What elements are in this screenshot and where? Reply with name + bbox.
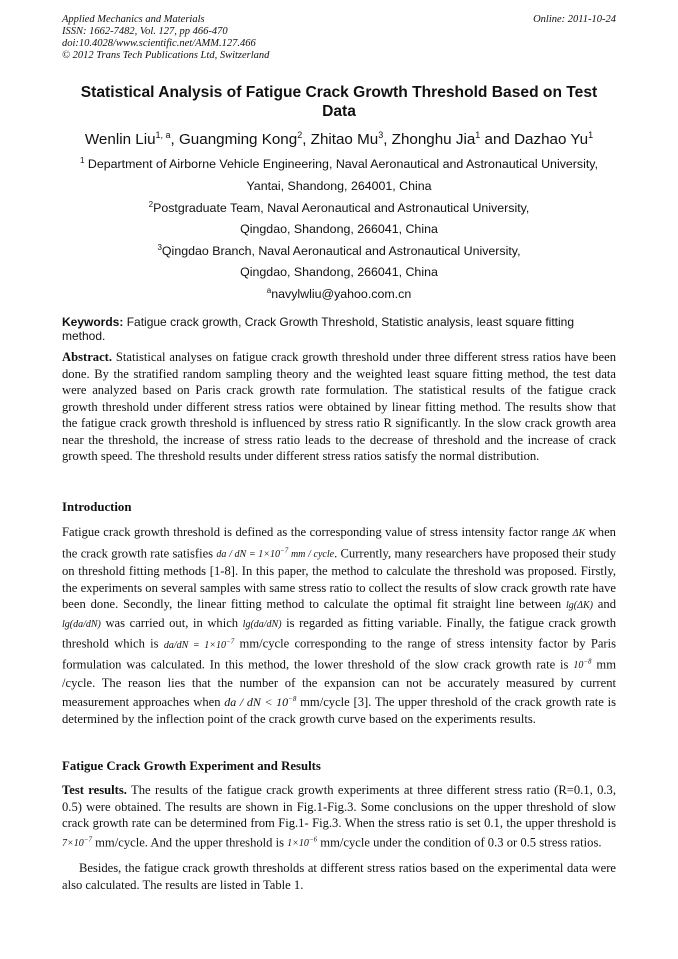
author-separator: , [170, 131, 179, 149]
math-exponent: −6 [308, 835, 318, 844]
author-separator: , [383, 131, 392, 149]
email-mark: a [266, 286, 272, 295]
affiliation-2-line-1 [40, 200, 638, 215]
author-separator: , [302, 131, 311, 149]
affiliation-2-line-2: Qingdao, Shandong, 266041, China [240, 222, 438, 236]
affiliation-mark: 2 [148, 200, 154, 209]
math-lg-dadn: lg(da/dN) [62, 618, 101, 630]
copyright-line: © 2012 Trans Tech Publications Ltd, Switzerland [62, 50, 270, 61]
author-email[interactable]: navylwliu@yahoo.com.cn [271, 287, 412, 302]
author-list [40, 130, 638, 148]
math-rate-bound [224, 695, 296, 709]
author-name: Zhitao Mu [310, 131, 379, 149]
math-exponent: −8 [583, 658, 592, 667]
introduction-paragraph [62, 524, 616, 727]
thresholds-paragraph: Besides, the fatigue crack growth thresholds at different stress ratios based on the experimental data were also calculated. The results are listed in Table 1. [62, 861, 616, 892]
affiliation-mark: 3 [157, 243, 162, 252]
intro-text: was carried out, in which [100, 615, 243, 630]
math-part: 1×10 [287, 837, 309, 849]
intro-text: . Currently, many researchers have proposed their study on threshold fitting methods [1-8]. In this paper, the method to calculate the threshold was proposed. Firstly, the experiments on several samples with same stress ratio to collect the results of slow crack growth rate have been done. Secondly, the linear fitting method to calculate the optimal fit straight line between [62, 545, 616, 612]
paper-title: Statistical Analysis of Fatigue Crack Growth Threshold Based on Test Data [80, 84, 598, 120]
math-part: da/dN = 1×10 [163, 639, 227, 651]
author-affiliation-mark: 2 [297, 130, 303, 140]
keywords [62, 315, 616, 343]
running-header [62, 14, 616, 62]
math-delta-k: ΔK [572, 528, 586, 539]
keywords-text: Fatigue crack growth, Crack Growth Threshold, Statistic analysis, least square fitting method. [62, 315, 575, 343]
math-exponent: −7 [83, 835, 92, 844]
intro-text: mm/cycle corresponding to the range of stress intensity factor by Paris formulation was calculated. In this method, the lower threshold of the slow crack growth rate is [62, 636, 617, 672]
author-email-line [40, 286, 638, 301]
math-part: 7×10 [62, 837, 84, 849]
test-results-paragraph [62, 782, 616, 852]
section-heading-introduction: Introduction [62, 500, 132, 514]
affiliation-mark: 1 [79, 156, 85, 165]
test-results-label: Test results. [62, 783, 127, 797]
author-affiliation-mark: 1, a [155, 130, 171, 140]
math-lg-dadn: lg(da/dN) [242, 618, 282, 630]
math-upper-threshold-2 [287, 835, 318, 849]
author-name: Guangming Kong [178, 131, 298, 149]
author-affiliation-mark: 1 [475, 130, 481, 140]
math-part: mm / cycle [288, 548, 335, 560]
author-separator: and [480, 131, 515, 149]
affiliation-text: Qingdao Branch, Naval Aeronautical and Astronautical University, [161, 244, 521, 259]
keywords-label: Keywords: [62, 315, 124, 329]
math-part: da / dN = 1×10 [216, 548, 281, 560]
author-affiliation-mark: 3 [378, 130, 384, 140]
affiliation-1-line-2: Yantai, Shandong, 264001, China [246, 179, 432, 193]
affiliation-1-line-1 [40, 156, 638, 171]
online-date: Online: 2011-10-24 [533, 14, 616, 25]
math-exponent: −7 [226, 637, 235, 646]
affiliation-3-line-2: Qingdao, Shandong, 266041, China [240, 265, 438, 279]
math-lower-threshold [573, 660, 591, 671]
intro-text: when the crack growth rate satisfies [62, 525, 616, 560]
abstract [62, 349, 616, 465]
abstract-text: Statistical analyses on fatigue crack growth threshold under three different stress ratios have been done. By the stratified random sampling theory and the weighted least square fitting method, the test data were analyzed based on Paris crack growth rate formulation. The statistical results of the fatigue crack growth threshold under different stress ratios were obtained by linear fitting method. The results show that the fatigue crack growth threshold is influenced by stress ratio R significantly. In the slow crack growth area near the threshold, the increase of stress ratio leads to the decrease of threshold and the increase of crack growth speed. The threshold results under different stress ratios satisfy the normal distribution. [62, 350, 616, 463]
intro-text: Fatigue crack growth threshold is defined as the corresponding value of stress intensity factor range [62, 525, 573, 539]
math-part: 10 [573, 660, 584, 672]
doi-line[interactable]: doi:10.4028/www.scientific.net/AMM.127.466 [62, 38, 256, 49]
math-exponent: −8 [288, 695, 297, 704]
affiliation-text: Department of Airborne Vehicle Engineering, Naval Aeronautical and Astronautical University, [87, 157, 599, 172]
author-name: Dazhao Yu [514, 131, 589, 149]
section-text: The results of the fatigue crack growth experiments at three different stress ratio (R=0.1, 0.3, 0.5) were obtained. The results are shown in Fig.1-Fig.3. Some conclusions on the upper threshold of slow crack growth rate can be determined from Fig.1- Fig.3. When the stress ratio is set 0.1, the upper threshold is [62, 783, 616, 830]
author-name: Wenlin Liu [84, 131, 156, 149]
intro-text: and [592, 597, 616, 612]
math-exponent: −7 [280, 546, 289, 555]
math-part: da / dN < 10 [224, 695, 289, 710]
section-heading-experiment: Fatigue Crack Growth Experiment and Results [62, 759, 321, 773]
math-threshold-rate [163, 637, 235, 651]
abstract-label: Abstract. [62, 350, 113, 364]
section-text: mm/cycle under the condition of 0.3 or 0.5 stress ratios. [317, 834, 602, 849]
journal-name: Applied Mechanics and Materials [62, 14, 205, 25]
author-name: Zhonghu Jia [391, 131, 476, 149]
author-affiliation-mark: 1 [588, 130, 594, 140]
intro-text: is regarded as fitting variable. Finally, the fatigue crack growth threshold which is [62, 615, 616, 651]
affiliation-text: Postgraduate Team, Naval Aeronautical and Astronautical University, [153, 201, 530, 216]
affiliation-3-line-1 [40, 243, 638, 258]
math-upper-threshold-1 [62, 835, 92, 849]
issn-line: ISSN: 1662-7482, Vol. 127, pp 466-470 [62, 26, 228, 37]
math-rate-condition [216, 546, 335, 560]
intro-text: mm /cycle. The reason lies that the number of the expansion can not be accurately measured by current measurement approaches when [62, 657, 616, 710]
section-text: mm/cycle. And the upper threshold is [91, 834, 288, 849]
math-lg-delta-k: lg(ΔK) [565, 600, 593, 612]
intro-text: mm/cycle [3]. The upper threshold of the crack growth rate is determined by the inflection point of the crack growth curve based on the experiments results. [62, 695, 617, 726]
